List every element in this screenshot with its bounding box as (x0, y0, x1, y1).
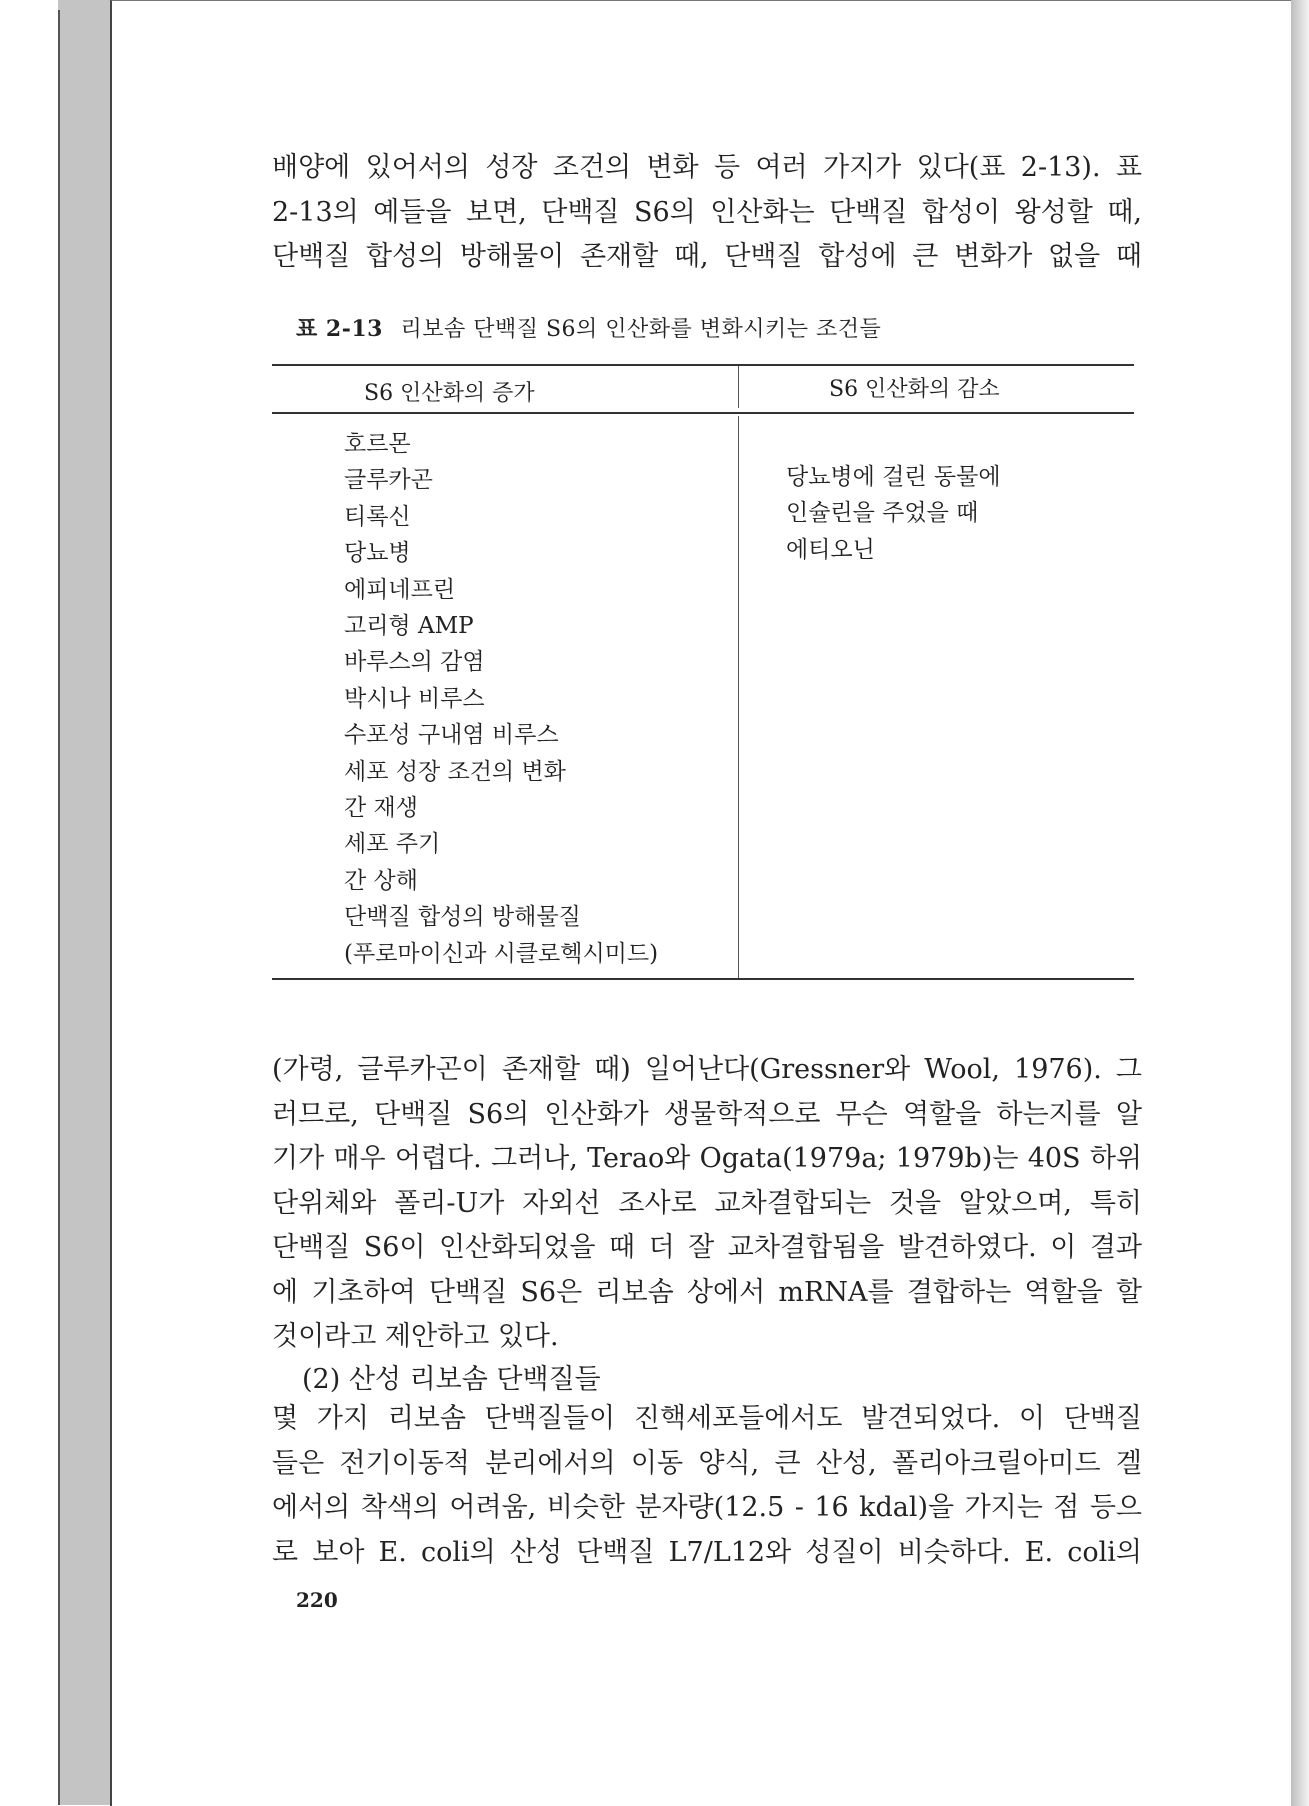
table-cell: 에피네프린 (344, 576, 456, 603)
table-cell: 박시나 비루스 (344, 685, 485, 712)
table-cell: 당뇨병에 걸린 동물에 (786, 464, 1001, 490)
text-line: 단백질 합성의 방해물이 존재할 때, 단백질 합성에 큰 변화가 없을 때 (272, 241, 1142, 272)
text-line: 에 기초하여 단백질 S6은 리보솜 상에서 mRNA를 결합하는 역할을 할 (272, 1276, 1142, 1308)
text-line: (가령, 글루카곤이 존재할 때) 일어난다(Gressner와 Wool, 1976). 그 (272, 1054, 1142, 1085)
table-top-rule (272, 364, 1134, 366)
text-line: 단위체와 폴리-U가 자외선 조사로 교차결합되는 것을 알았으며, 특히 (272, 1187, 1142, 1219)
table-cell: 간 재생 (344, 795, 418, 822)
table-cell: 수포성 구내염 비루스 (344, 722, 559, 749)
paragraph-bottom (272, 1397, 1142, 1575)
table-header-left: S6 인산화의 증가 (364, 381, 535, 406)
table-cell: (푸로마이신과 시클로헥시미드) (344, 940, 659, 967)
table-cell: 단백질 합성의 방해물질 (344, 904, 581, 931)
table-column-divider (738, 416, 739, 978)
text-line: 것이라고 제안하고 있다. (272, 1321, 559, 1352)
text-line: 2-13의 예들을 보면, 단백질 S6의 인산화는 단백질 합성이 왕성할 때, (272, 196, 1142, 228)
table-header-rule (272, 412, 1134, 414)
text-line: 러므로, 단백질 S6의 인산화가 생물학적으로 무슨 역할을 하는지를 알 (272, 1098, 1142, 1130)
table-left-column (344, 426, 658, 972)
table-cell: 인슐린을 주었을 때 (786, 500, 979, 527)
table-right-column (786, 459, 1001, 568)
text-line: 단백질 S6이 인산화되었을 때 더 잘 교차결합됨을 발견하였다. 이 결과 (272, 1232, 1142, 1263)
book-spine (58, 10, 110, 1805)
text-line: 로 보아 E. coli의 산성 단백질 L7/L12와 성질이 비슷하다. E. coli의 (272, 1536, 1142, 1568)
table-cell: 간 상해 (344, 867, 418, 894)
page-number: 220 (296, 1588, 338, 1612)
page-edge-shadow (1291, 0, 1309, 1806)
table-cell: 당뇨병 (344, 540, 411, 567)
table-cell: 세포 주기 (344, 831, 441, 858)
text-line: 배양에 있어서의 성장 조건의 변화 등 여러 가지가 있다(표 2-13). 표 (272, 152, 1142, 183)
table-header-right: S6 인산화의 감소 (829, 377, 1000, 402)
table-cell: 에티오닌 (786, 536, 875, 563)
table-cell: 글루카곤 (344, 467, 433, 494)
table-cell: 고리형 AMP (344, 613, 474, 640)
table-cell: 세포 성장 조건의 변화 (344, 758, 566, 785)
table-header-divider (738, 366, 739, 408)
text-line: 기가 매우 어렵다. 그러나, Terao와 Ogata(1979a; 1979b)는 40S 하위 (272, 1143, 1142, 1174)
table-caption (296, 312, 881, 343)
paragraph-top (272, 146, 1142, 280)
text-line: 몇 가지 리보솜 단백질들이 진핵세포들에서도 발견되었다. 이 단백질 (272, 1403, 1142, 1434)
table-number: 표 2-13 (296, 316, 383, 342)
table-cell: 티록신 (344, 503, 411, 530)
table-cell: 호르몬 (344, 431, 411, 457)
paragraph-middle (272, 1048, 1142, 1360)
table-bottom-rule (272, 978, 1134, 980)
text-line: 들은 전기이동적 분리에서의 이동 양식, 큰 산성, 폴리아크릴아미드 겔 (272, 1447, 1142, 1479)
table-title: 리보솜 단백질 S6의 인산화를 변화시키는 조건들 (400, 317, 882, 342)
table-cell: 바루스의 감염 (344, 649, 485, 676)
text-line: 에서의 착색의 어려움, 비슷한 분자량(12.5 - 16 kdal)을 가지는 점 등으 (272, 1492, 1142, 1523)
section-subheading: (2) 산성 리보솜 단백질들 (302, 1364, 601, 1395)
